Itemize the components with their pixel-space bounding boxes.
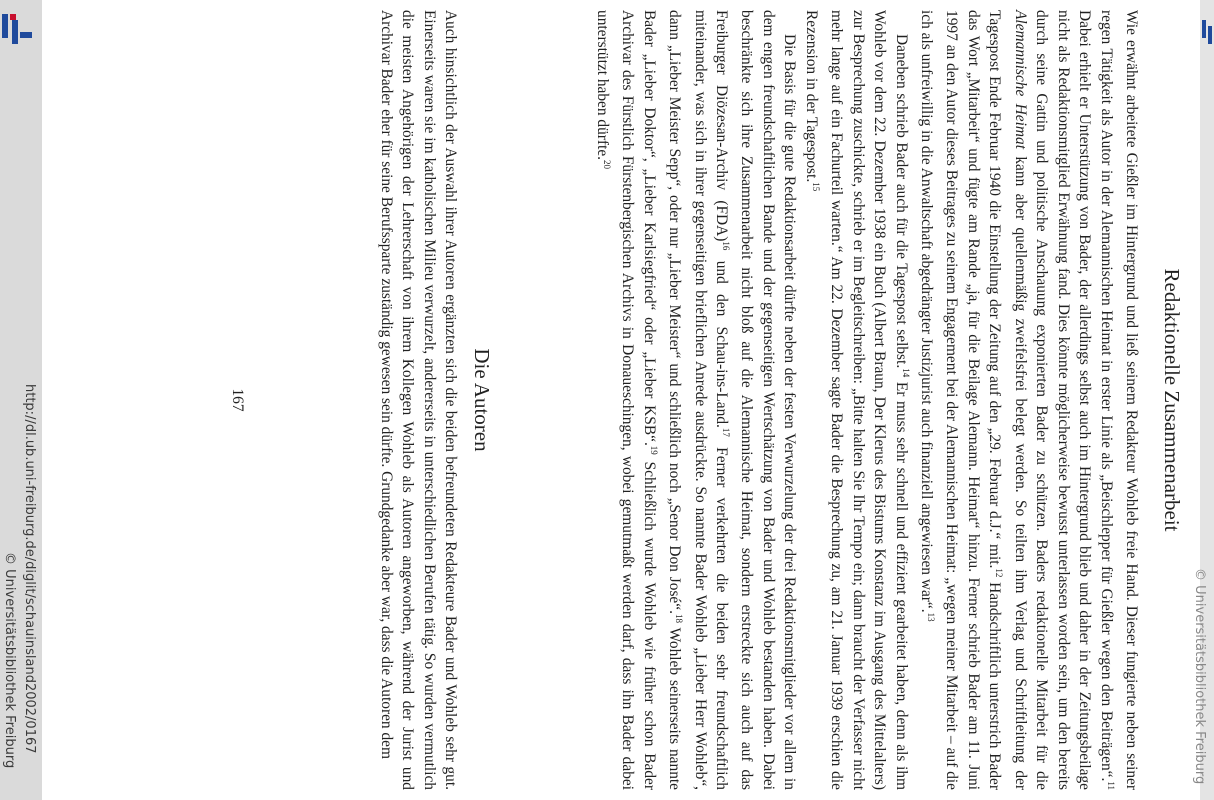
footnote-14: 14: [900, 368, 911, 378]
copyright-notice: © Universitätsbibliothek Freiburg: [2, 552, 17, 769]
footnote-12: 12: [994, 568, 1005, 578]
paragraph-1: Wie erwähnt arbeitete Gießler im Hintergrund und ließ seinem Redakteur Wohleb freie Hand. Dieser fungierte neben seiner regen Tätigkeit als Autor in der Alemannischen Heimat in erster Linie als „Beischlepper für Gießler wegen den Beiträgen“.$^{11}$ Dabei erhielt er Unterstützung von Bader, der allerdings selbst auch im Hintergrund blieb und daher in der Zeitungsbeilage nicht als Redaktionsmitglied Erwähnung fand. Dies könnte möglicherweise bewusst unterlassen worden sein, um den bereits durch seine Gattin und politische Anschauung exponierten Bader zu schützen. Baders redaktionelle Mitarbeit für die Alemannische Heimat kann aber quellenmäßig zweifelsfrei belegt werden. So teilten ihm Verlag und Schriftleitung der Tagespost Ende Februar 1940 die Einstellung der Zeitung auf den „29. Februar d.J.“ mit.$^{12}$ Handschriftlich unterstrich Bader das Wort „Mitarbeit“ und fügte am Rande „ja, für die Beilage Alemann. Heimat“ hinzu. Ferner schrieb Bader am 11. Juni 1997 an den Autor dieses Beitrages zu seinem Engagement bei der Alemannischen Heimat: „wegen meiner Mitarbeit – auf die ich als unfreiwillig in die Anwaltschaft abgedrängter Justizjurist auch finanziell angewiesen war“.$^{13}$: [917, 10, 1140, 791]
section-heading-redaktionelle-zusammenarbeit: Redaktionelle Zusammenarbeit: [1160, 268, 1184, 532]
section-body-autoren: [375, 10, 461, 790]
footnote-15: 15: [810, 182, 821, 192]
footnote-13: 13: [926, 612, 937, 622]
rotated-article: [56, 10, 1186, 790]
footnote-16: 16: [721, 241, 732, 251]
footnote-20: 20: [601, 160, 612, 170]
footnote-11: 11: [1105, 781, 1116, 790]
source-url-link[interactable]: http://dl.ub.uni-freiburg.de/diglit/schauinsland2002/0167: [22, 384, 37, 754]
copyright-notice-right: © Universitätsbibliothek Freiburg: [1192, 568, 1207, 785]
footnote-18: 18: [674, 613, 685, 623]
journal-title: Alemannische Heimat: [1011, 10, 1029, 149]
page-number: 167: [229, 388, 246, 412]
library-logo-icon: [0, 14, 36, 50]
footnote-17: 17: [721, 427, 732, 437]
paragraph-4: Auch hinsichtlich der Auswahl ihrer Autoren ergänzten sich die beiden befreundeten Redakteure Bader und Wohleb sehr gut. Einerseits waren sie im katholischen Milieu verwurzelt, andererseits in unterschiedlichen Berufen tätig. So wurden vermutlich die meisten Angehörigen der Lehrerschaft von ihrem Kollegen Wohleb als Autoren angeworben, während der Jurist und Archivar Bader eher für seine Berufssparte zuständig gewesen sein dürfte. Grundgedanke aber war, dass die Autoren dem: [377, 10, 459, 790]
footnote-19: 19: [648, 445, 659, 455]
section-body-redaktion: [591, 10, 1142, 790]
paragraph-2: Daneben schrieb Bader auch für die Tagespost selbst.$^{14}$ Er muss sehr schnell und effizient gearbeitet haben, denn als ihm Wohleb vor dem 22. Dezember 1938 ein Buch (Albert Braun, Der Klerus des Bistums Konstanz im Ausgang des Mittelalters) zur Besprechung zuschickte, schrieb er im Begleitschreiben: „Bitte halten Sie Ihr Tempo ein; dann braucht der Verfasser nicht mehr lange auf ein Fachurteil warten.“ Am 22. Dezember sagte Bader die Besprechung zu, am 21. Januar 1939 erschien die Rezension in der Tagespost.$^{15}$: [802, 10, 911, 791]
section-heading-die-autoren: Die Autoren: [470, 348, 494, 452]
paragraph-3: Die Basis für die gute Redaktionsarbeit dürfte neben der festen Verwurzelung der drei Redaktionsmitglieder vor allem in dem engen freundschaftlichen Bande und der gegenseitigen Wertschätzung von Bader und Wohleb bestanden haben. Dabei beschränkte sich ihre Zusammenarbeit nicht bloß auf die Alemannische Heimat, sondern erstreckte sich auch auf das Freiburger Diözesan-Archiv (FDA)$^{16}$ und den Schau-ins-Land.$^{17}$ Ferner verkehrten die beiden sehr freundschaftlich miteinander, was sich in ihrer gegenseitigen brieflichen Anrede ausdrückte. So nannte Bader Wohleb „Lieber Herr Wohleb“, dann „Lieber Meister Sepp“, oder nur „Lieber Meister“ und schließlich noch „Senor Don José“.$^{18}$ Wohleb seinerseits nannte Bader „Lieber Doktor“, „Lieber Karlsiegfried“ oder „Lieber KSB“.$^{19}$ Schließlich wurde Wohleb wie früher schon Bader Archivar des Fürstlich Fürstenbergischen Archivs in Donaueschingen, wobei gemutmaßt werden darf, dass ihn Bader dabei unterstützt haben dürfte.$^{20}$: [593, 10, 799, 791]
library-logo-right-icon: [1200, 14, 1214, 50]
document-page: [42, 0, 1200, 800]
